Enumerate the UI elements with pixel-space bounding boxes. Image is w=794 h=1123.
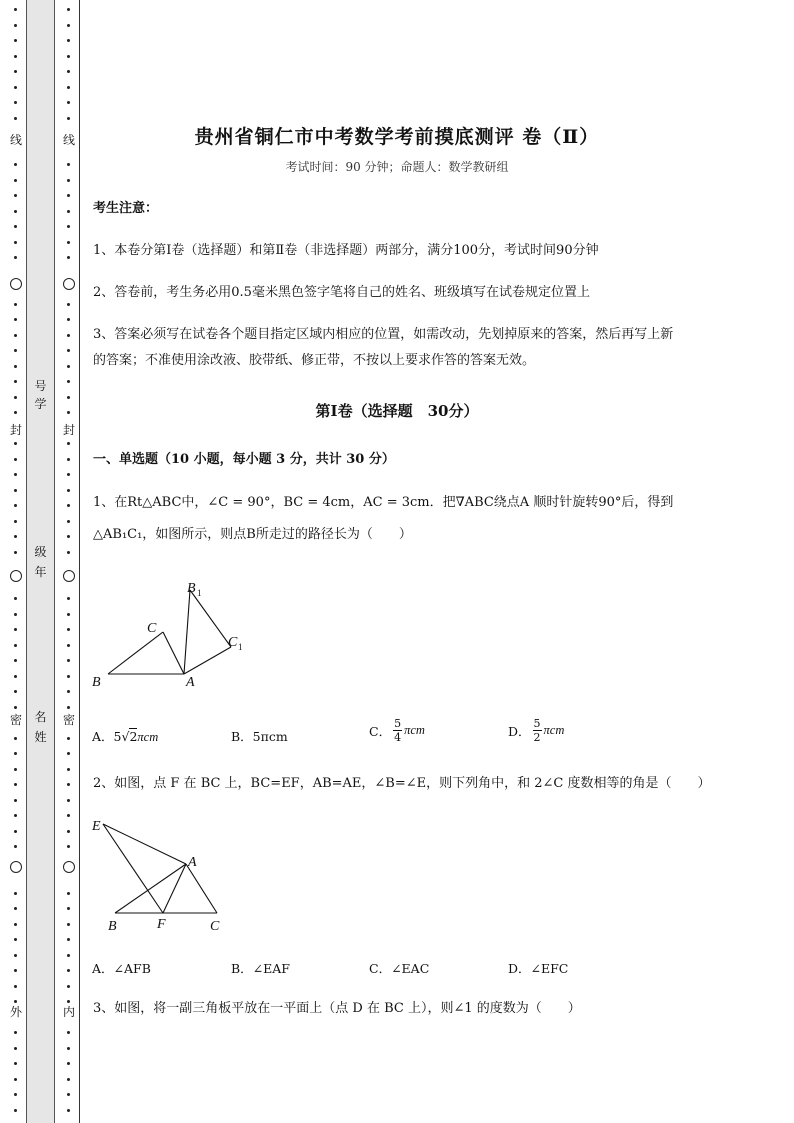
binding-dot: [67, 768, 70, 771]
binding-dot: [14, 55, 17, 58]
binding-dot: [14, 892, 17, 895]
fig2-label-c: C: [210, 919, 220, 934]
fig1-label-b1: B: [187, 581, 196, 596]
section-title: 第Ⅰ卷（选择题 30分）: [315, 402, 479, 420]
binding-dot: [67, 1062, 70, 1065]
outer-margin-circle-3: [10, 570, 22, 582]
strip-label-xingming-1: 名: [34, 710, 47, 724]
binding-dot: [14, 628, 17, 631]
sqrt-symbol: √: [121, 729, 130, 744]
exam-meta: 考试时间：90 分钟；命题人：数学教研组: [285, 160, 509, 174]
binding-dot: [67, 892, 70, 895]
inner-margin-label-6: 内: [62, 1005, 75, 1019]
binding-dot: [14, 117, 17, 120]
binding-dot: [67, 55, 70, 58]
binding-dot: [14, 938, 17, 941]
q1-option-d-suffix: πcm: [543, 723, 565, 737]
binding-dot: [67, 644, 70, 647]
figure-triangles-efab: [86, 812, 236, 937]
binding-dot: [14, 954, 17, 957]
binding-dot: [67, 39, 70, 42]
binding-dot: [14, 473, 17, 476]
binding-dot: [14, 520, 17, 523]
binding-dot: [67, 628, 70, 631]
binding-dot: [14, 303, 17, 306]
binding-dot: [14, 396, 17, 399]
q2-option-a[interactable]: A．∠AFB: [92, 961, 151, 976]
binding-dot: [14, 1078, 17, 1081]
inner-margin-label-4: 密: [62, 713, 75, 727]
inner-margin-circle-1: [63, 278, 75, 290]
binding-dot: [14, 70, 17, 73]
binding-dot: [14, 380, 17, 383]
binding-dot: [67, 241, 70, 244]
binding-dot: [67, 690, 70, 693]
binding-dot: [14, 179, 17, 182]
binding-dot: [14, 39, 17, 42]
binding-dot: [67, 396, 70, 399]
binding-dot: [67, 256, 70, 259]
q2-option-c[interactable]: C．∠EAC: [369, 961, 430, 976]
binding-dot: [14, 613, 17, 616]
fig2-label-f: F: [157, 917, 166, 932]
q1-option-d[interactable]: [508, 717, 564, 744]
binding-dot: [67, 473, 70, 476]
binding-dot: [67, 1078, 70, 1081]
question-2-text: 2、如图，点 F 在 BC 上，BC=EF，AB=AE，∠B=∠E，则下列角中，和 2∠C 度数相等的角是（ ）: [93, 776, 711, 791]
binding-dot: [67, 737, 70, 740]
binding-dot: [14, 814, 17, 817]
q2-option-b[interactable]: B．∠EAF: [231, 961, 290, 976]
binding-dot: [67, 8, 70, 11]
binding-dot: [67, 225, 70, 228]
q1-option-a-root: 2: [129, 729, 138, 744]
fig2-label-a: A: [188, 855, 197, 870]
q1-option-c-numerator: 5: [394, 717, 402, 730]
fig1-label-c: C: [147, 621, 157, 636]
outer-margin-label-4: 密: [9, 713, 22, 727]
binding-dot: [67, 504, 70, 507]
binding-dot: [67, 349, 70, 352]
binding-dot: [67, 210, 70, 213]
q1-option-d-numerator: 5: [533, 717, 541, 730]
fig1-label-b1-sub: 1: [197, 588, 202, 598]
binding-dot: [14, 1031, 17, 1034]
outer-margin-circle-5: [10, 861, 22, 873]
notice-heading: 考生注意：: [93, 201, 159, 216]
binding-dot: [14, 923, 17, 926]
part-heading: 一、单选题（10 小题，每小题 3 分，共计 30 分）: [93, 452, 395, 467]
binding-dot: [14, 845, 17, 848]
q1-option-d-prefix: D．: [508, 723, 531, 739]
binding-dot: [67, 597, 70, 600]
fig1-label-c1-sub: 1: [238, 642, 243, 652]
binding-dot: [14, 830, 17, 833]
inner-margin-label-2: 封: [62, 423, 75, 437]
binding-dot: [67, 1047, 70, 1050]
binding-dot: [14, 597, 17, 600]
binding-dot: [67, 489, 70, 492]
q1-option-a[interactable]: [92, 727, 158, 745]
binding-dot: [14, 1047, 17, 1050]
binding-dot: [67, 985, 70, 988]
fig2-label-e: E: [92, 819, 101, 834]
binding-dot: [67, 659, 70, 662]
binding-dot: [14, 241, 17, 244]
binding-dot: [67, 535, 70, 538]
binding-dot: [67, 1031, 70, 1034]
binding-dot: [14, 318, 17, 321]
notice-item-2: 2、答卷前，考生务必用0.5毫米黑色签字笔将自己的姓名、班级填写在试卷规定位置上: [93, 285, 590, 300]
strip-label-banji-1: 级: [34, 545, 47, 559]
binding-dot: [14, 24, 17, 27]
binding-dot: [14, 675, 17, 678]
fig2-label-b: B: [108, 919, 117, 934]
q1-option-a-prefix: A．5: [92, 729, 122, 744]
binding-dot: [67, 334, 70, 337]
strip-label-banji-2: 年: [34, 565, 47, 579]
binding-dot: [14, 535, 17, 538]
binding-dot: [67, 783, 70, 786]
binding-dot: [67, 675, 70, 678]
binding-dot: [14, 985, 17, 988]
outer-margin-circle-1: [10, 278, 22, 290]
q1-option-b[interactable]: B．5πcm: [231, 729, 288, 744]
q1-option-c-denominator: 4: [394, 731, 402, 744]
binding-dot: [14, 225, 17, 228]
binding-dot: [67, 551, 70, 554]
binding-dot: [14, 737, 17, 740]
binding-dot: [14, 551, 17, 554]
binding-dot: [67, 117, 70, 120]
binding-dot: [67, 1000, 70, 1003]
binding-dot: [14, 644, 17, 647]
strip-label-xuehao-1: 号: [34, 379, 47, 393]
inner-margin-label-0: 线: [62, 133, 75, 147]
binding-dot: [14, 783, 17, 786]
binding-dot: [14, 489, 17, 492]
binding-dot: [14, 194, 17, 197]
q1-option-a-suffix: πcm: [137, 730, 159, 744]
notice-item-3: 3、答案必须写在试卷各个题目指定区域内相应的位置，如需改动，先划掉原来的答案，然后再写上新: [93, 327, 674, 342]
binding-dot: [67, 24, 70, 27]
binding-dot: [67, 799, 70, 802]
binding-dot: [14, 442, 17, 445]
binding-dot: [67, 380, 70, 383]
notice-item-3-cont: 的答案；不准使用涂改液、胶带纸、修正带，不按以上要求作答的答案无效。: [93, 353, 536, 368]
binding-dot: [67, 442, 70, 445]
question-1-line-2: △AB₁C₁，如图所示，则点B所走过的路径长为（ ）: [93, 527, 412, 542]
q1-option-c-suffix: πcm: [404, 723, 425, 737]
fig1-label-b: B: [92, 675, 101, 690]
binding-dot: [14, 1000, 17, 1003]
q1-option-c-prefix: C．: [369, 723, 392, 739]
binding-dot: [14, 8, 17, 11]
binding-dot: [14, 365, 17, 368]
figure-rotated-triangle: [86, 570, 266, 695]
binding-dot: [14, 210, 17, 213]
outer-margin-label-2: 封: [9, 423, 22, 437]
notice-item-1: 1、本卷分第Ⅰ卷（选择题）和第Ⅱ卷（非选择题）两部分，满分100分，考试时间90分钟: [93, 243, 599, 258]
binding-dot: [14, 349, 17, 352]
binding-dot: [67, 752, 70, 755]
binding-dot: [67, 318, 70, 321]
binding-dot: [67, 814, 70, 817]
strip-label-xingming-2: 姓: [34, 730, 47, 744]
inner-margin-circle-5: [63, 861, 75, 873]
binding-dot: [67, 303, 70, 306]
binding-dot: [14, 504, 17, 507]
inner-margin-circle-3: [63, 570, 75, 582]
binding-dot: [67, 1093, 70, 1096]
binding-dot: [67, 969, 70, 972]
binding-dot: [14, 690, 17, 693]
binding-dot: [14, 706, 17, 709]
q2-option-d[interactable]: D．∠EFC: [508, 961, 569, 976]
binding-dot: [67, 845, 70, 848]
binding-dot: [14, 1093, 17, 1096]
binding-dot: [14, 799, 17, 802]
binding-dot: [14, 86, 17, 89]
binding-dot: [67, 458, 70, 461]
binding-dot: [67, 101, 70, 104]
binding-dot: [14, 907, 17, 910]
binding-dot: [67, 1109, 70, 1112]
outer-margin-label-0: 线: [9, 133, 22, 147]
fig1-label-c1: C: [228, 635, 238, 650]
binding-dot: [67, 613, 70, 616]
binding-dot: [67, 706, 70, 709]
binding-dot: [67, 907, 70, 910]
binding-dot: [67, 830, 70, 833]
binding-dot: [14, 458, 17, 461]
outer-margin-label-6: 外: [9, 1005, 22, 1019]
binding-dot: [14, 969, 17, 972]
binding-dot: [14, 256, 17, 259]
q1-option-c[interactable]: [369, 717, 425, 744]
strip-label-xuehao-2: 学: [34, 397, 47, 411]
binding-dot: [67, 520, 70, 523]
binding-dot: [14, 1062, 17, 1065]
binding-dot: [67, 365, 70, 368]
binding-dot: [67, 954, 70, 957]
binding-dot: [67, 194, 70, 197]
binding-dot: [67, 179, 70, 182]
q1-option-d-denominator: 2: [533, 731, 541, 744]
binding-dot: [14, 752, 17, 755]
binding-dot: [67, 938, 70, 941]
page-title: 贵州省铜仁市中考数学考前摸底测评 卷（Ⅱ）: [194, 126, 600, 148]
binding-dot: [67, 86, 70, 89]
binding-dot: [14, 334, 17, 337]
binding-dot: [14, 1109, 17, 1112]
question-3-text: 3、如图，将一副三角板平放在一平面上（点 D 在 BC 上），则∠1 的度数为（ ）: [93, 1001, 581, 1016]
binding-dot: [67, 923, 70, 926]
binding-dot: [14, 768, 17, 771]
fig1-label-a: A: [186, 675, 195, 690]
question-1-line-1: 1、在Rt△ABC中，∠C = 90°，BC = 4cm，AC = 3cm．把∇ABC绕点A 顺时针旋转90°后，得到: [93, 495, 674, 510]
binding-dot: [14, 659, 17, 662]
binding-dot: [14, 101, 17, 104]
binding-dot: [67, 70, 70, 73]
